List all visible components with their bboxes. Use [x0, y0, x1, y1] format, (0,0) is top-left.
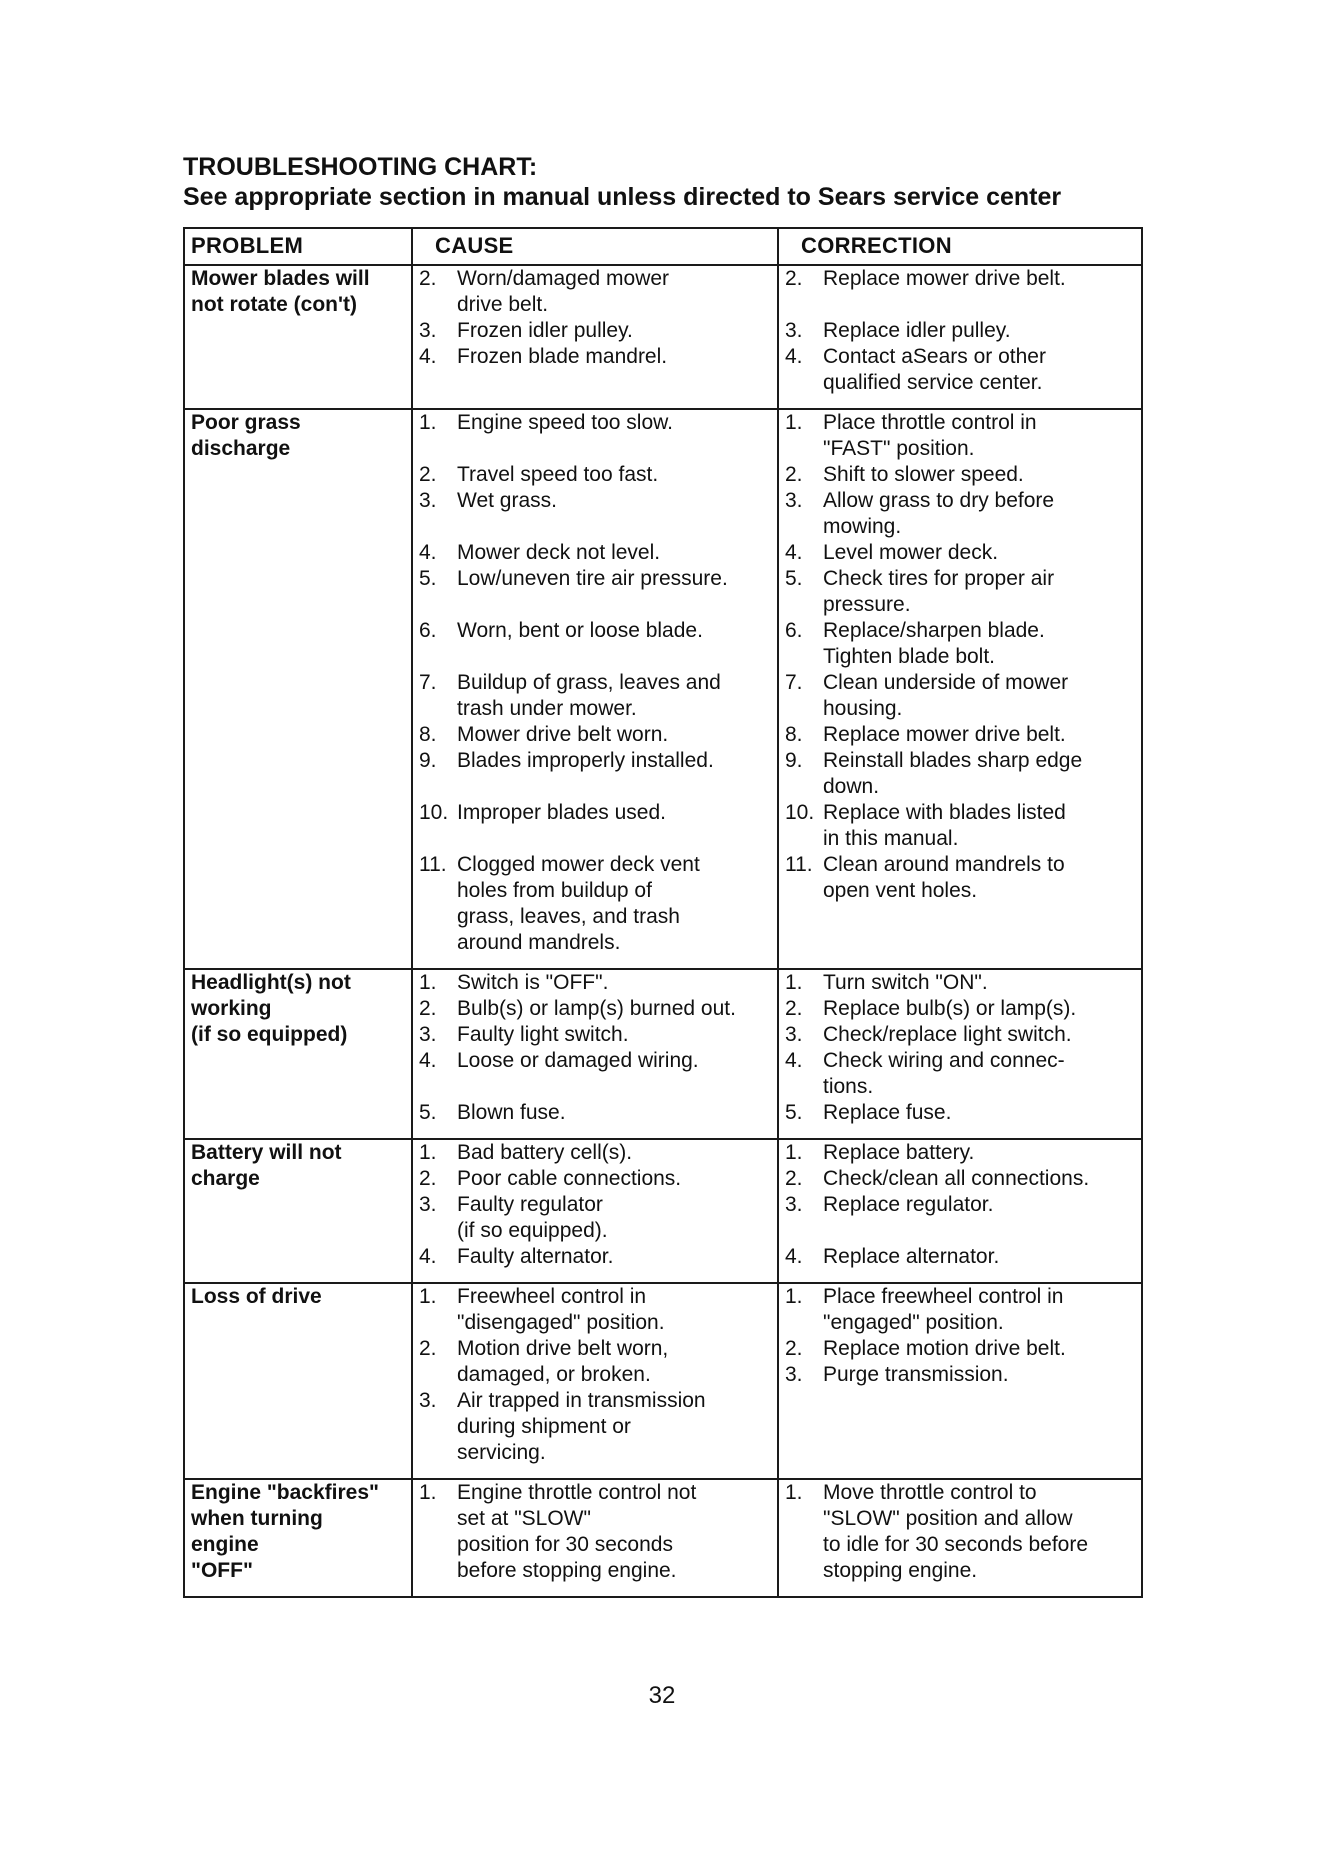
cause-text: Freewheel control in "disengaged" position.: [457, 1285, 665, 1334]
correction-number: 2.: [785, 463, 803, 486]
cause-number: 8.: [419, 723, 437, 746]
correction-item: [785, 852, 1137, 904]
correction-number: 9.: [785, 749, 803, 772]
cause-item: [419, 1480, 773, 1584]
problem-cell: Headlight(s) not working (if so equipped): [184, 969, 412, 1139]
cause-text: Frozen idler pulley.: [457, 319, 633, 342]
correction-text: Replace/sharpen blade. Tighten blade bolt.: [823, 619, 1045, 668]
cause-item: [419, 266, 773, 318]
correction-number: 7.: [785, 671, 803, 694]
cause-cell: [412, 1139, 778, 1283]
correction-item: [785, 800, 1137, 852]
cause-text: Mower drive belt worn.: [457, 723, 669, 746]
cause-text: Worn/damaged mower drive belt.: [457, 267, 670, 316]
cause-text: Loose or damaged wiring.: [457, 1049, 699, 1072]
cause-text: Blades improperly installed.: [457, 749, 714, 772]
cause-number: 2.: [419, 463, 437, 486]
cause-text: Bad battery cell(s).: [457, 1141, 633, 1164]
cause-text: Bulb(s) or lamp(s) burned out.: [457, 997, 736, 1020]
correction-item: [785, 1284, 1137, 1336]
correction-item: [785, 1362, 1137, 1388]
correction-item: [785, 462, 1137, 488]
cause-item: [419, 1022, 773, 1048]
correction-number: 2.: [785, 1167, 803, 1190]
cause-number: 4.: [419, 1049, 437, 1072]
cause-cell: [412, 1283, 778, 1479]
correction-text: Move throttle control to "SLOW" position and allow to idle for 30 seconds before stopping engine.: [823, 1481, 1089, 1582]
correction-number: 5.: [785, 567, 803, 590]
cause-cell: [412, 969, 778, 1139]
correction-text: Replace with blades listed in this manual.: [823, 801, 1066, 850]
cause-item: [419, 996, 773, 1022]
cause-number: 1.: [419, 1481, 437, 1504]
cause-number: 2.: [419, 267, 437, 290]
correction-number: 3.: [785, 319, 803, 342]
correction-text: Shift to slower speed.: [823, 463, 1024, 486]
cause-item: [419, 540, 773, 566]
problem-cell: Engine "backfires" when turning engine "OFF": [184, 1479, 412, 1597]
cause-cell: [412, 1479, 778, 1597]
correction-number: 3.: [785, 1023, 803, 1046]
page-subtitle: See appropriate section in manual unless directed to Sears service center: [183, 183, 1062, 211]
cause-item: [419, 566, 773, 592]
column-header-correction: CORRECTION: [778, 228, 1142, 265]
chart-header: [183, 152, 1143, 212]
correction-item: [785, 970, 1137, 996]
cause-item: [419, 318, 773, 344]
correction-text: Place throttle control in "FAST" position.: [823, 411, 1037, 460]
cause-number: 4.: [419, 541, 437, 564]
table-row: [184, 969, 1142, 1139]
cause-item: [419, 748, 773, 774]
problem-cell: Poor grass discharge: [184, 409, 412, 969]
correction-number: 1.: [785, 1481, 803, 1504]
correction-item: [785, 1192, 1137, 1218]
cause-text: Poor cable connections.: [457, 1167, 682, 1190]
cause-item: [419, 722, 773, 748]
cause-number: 7.: [419, 671, 437, 694]
correction-item: [785, 318, 1137, 344]
correction-item: [785, 1100, 1137, 1126]
troubleshooting-table: [183, 227, 1143, 1598]
cause-number: 1.: [419, 1141, 437, 1164]
correction-item: [785, 344, 1137, 396]
correction-text: Turn switch "ON".: [823, 971, 988, 994]
cause-text: Motion drive belt worn, damaged, or broken.: [457, 1337, 669, 1386]
cause-item: [419, 1140, 773, 1166]
correction-number: 3.: [785, 1193, 803, 1216]
table-row: [184, 265, 1142, 409]
cause-number: 3.: [419, 489, 437, 512]
correction-text: Check/clean all connections.: [823, 1167, 1090, 1190]
correction-cell: [778, 265, 1142, 409]
correction-text: Check wiring and connec- tions.: [823, 1049, 1065, 1098]
table-header-row: [184, 228, 1142, 265]
cause-number: 4.: [419, 1245, 437, 1268]
correction-text: Contact aSears or other qualified service center.: [823, 345, 1046, 394]
table-row: [184, 1139, 1142, 1283]
correction-text: Purge transmission.: [823, 1363, 1009, 1386]
cause-number: 3.: [419, 1023, 437, 1046]
cause-text: Clogged mower deck vent holes from buildup of grass, leaves, and trash around mandrels.: [457, 853, 700, 954]
correction-number: 10.: [785, 801, 815, 824]
cause-text: Engine throttle control not set at "SLOW" position for 30 seconds before stopping engine.: [457, 1481, 697, 1582]
cause-item: [419, 488, 773, 514]
cause-cell: [412, 265, 778, 409]
cause-item: [419, 1100, 773, 1126]
cause-item: [419, 1388, 773, 1466]
cause-number: 5.: [419, 567, 437, 590]
correction-number: 4.: [785, 1245, 803, 1268]
cause-item: [419, 410, 773, 436]
cause-item: [419, 670, 773, 722]
cause-number: 4.: [419, 345, 437, 368]
cause-text: Frozen blade mandrel.: [457, 345, 668, 368]
cause-text: Buildup of grass, leaves and trash under mower.: [457, 671, 721, 720]
cause-number: 6.: [419, 619, 437, 642]
cause-item: [419, 618, 773, 644]
correction-cell: [778, 409, 1142, 969]
cause-text: Switch is "OFF".: [457, 971, 609, 994]
correction-text: Replace motion drive belt.: [823, 1337, 1066, 1360]
correction-item: [785, 1480, 1137, 1584]
cause-number: 3.: [419, 1193, 437, 1216]
correction-item: [785, 670, 1137, 722]
correction-text: Check tires for proper air pressure.: [823, 567, 1055, 616]
cause-item: [419, 1336, 773, 1388]
cause-text: Low/uneven tire air pressure.: [457, 567, 728, 590]
correction-cell: [778, 969, 1142, 1139]
cause-text: Faulty light switch.: [457, 1023, 629, 1046]
correction-text: Replace regulator.: [823, 1193, 994, 1216]
cause-number: 2.: [419, 1337, 437, 1360]
correction-number: 6.: [785, 619, 803, 642]
cause-number: 11.: [419, 853, 447, 876]
correction-number: 2.: [785, 1337, 803, 1360]
column-header-cause: CAUSE: [412, 228, 778, 265]
page-number: 32: [648, 1682, 676, 1709]
cause-text: Faulty regulator (if so equipped).: [457, 1193, 608, 1242]
cause-item: [419, 1048, 773, 1074]
cause-text: Worn, bent or loose blade.: [457, 619, 703, 642]
cause-text: Blown fuse.: [457, 1101, 566, 1124]
correction-text: Replace idler pulley.: [823, 319, 1011, 342]
correction-number: 4.: [785, 345, 803, 368]
correction-number: 2.: [785, 267, 803, 290]
cause-item: [419, 1166, 773, 1192]
correction-text: Replace mower drive belt.: [823, 723, 1066, 746]
column-header-problem: PROBLEM: [184, 228, 412, 265]
table-row: [184, 409, 1142, 969]
cause-number: 3.: [419, 319, 437, 342]
cause-number: 5.: [419, 1101, 437, 1124]
cause-text: Wet grass.: [457, 489, 557, 512]
correction-number: 3.: [785, 489, 803, 512]
correction-item: [785, 1140, 1137, 1166]
correction-number: 3.: [785, 1363, 803, 1386]
cause-item: [419, 800, 773, 826]
cause-item: [419, 1192, 773, 1244]
problem-cell: Mower blades will not rotate (con't): [184, 265, 412, 409]
cause-item: [419, 462, 773, 488]
correction-number: 2.: [785, 997, 803, 1020]
table-row: [184, 1479, 1142, 1597]
correction-number: 8.: [785, 723, 803, 746]
correction-item: [785, 1336, 1137, 1362]
correction-text: Place freewheel control in "engaged" position.: [823, 1285, 1064, 1334]
cause-text: Air trapped in transmission during shipment or servicing.: [457, 1389, 706, 1464]
cause-number: 3.: [419, 1389, 437, 1412]
correction-number: 1.: [785, 1141, 803, 1164]
correction-item: [785, 618, 1137, 670]
correction-number: 1.: [785, 1285, 803, 1308]
correction-number: 11.: [785, 853, 813, 876]
correction-item: [785, 1022, 1137, 1048]
correction-number: 1.: [785, 411, 803, 434]
correction-item: [785, 488, 1137, 540]
cause-item: [419, 1244, 773, 1270]
correction-text: Replace alternator.: [823, 1245, 1000, 1268]
correction-text: Clean underside of mower housing.: [823, 671, 1069, 720]
correction-number: 4.: [785, 541, 803, 564]
cause-text: Improper blades used.: [457, 801, 666, 824]
correction-item: [785, 566, 1137, 618]
cause-number: 2.: [419, 997, 437, 1020]
cause-number: 1.: [419, 411, 437, 434]
table-row: [184, 1283, 1142, 1479]
correction-text: Level mower deck.: [823, 541, 999, 564]
cause-item: [419, 344, 773, 370]
correction-item: [785, 410, 1137, 462]
correction-text: Allow grass to dry before mowing.: [823, 489, 1055, 538]
cause-item: [419, 1284, 773, 1336]
cause-number: 9.: [419, 749, 437, 772]
cause-text: Travel speed too fast.: [457, 463, 659, 486]
correction-cell: [778, 1479, 1142, 1597]
cause-text: Mower deck not level.: [457, 541, 661, 564]
correction-text: Clean around mandrels to open vent holes.: [823, 853, 1065, 902]
correction-text: Replace fuse.: [823, 1101, 952, 1124]
correction-cell: [778, 1283, 1142, 1479]
correction-item: [785, 748, 1137, 800]
correction-number: 1.: [785, 971, 803, 994]
correction-text: Replace mower drive belt.: [823, 267, 1066, 290]
correction-item: [785, 1244, 1137, 1270]
cause-number: 10.: [419, 801, 449, 824]
cause-number: 1.: [419, 1285, 437, 1308]
cause-number: 2.: [419, 1167, 437, 1190]
correction-cell: [778, 1139, 1142, 1283]
page-title: TROUBLESHOOTING CHART:: [183, 153, 538, 181]
correction-text: Check/replace light switch.: [823, 1023, 1072, 1046]
correction-text: Replace bulb(s) or lamp(s).: [823, 997, 1077, 1020]
correction-item: [785, 1048, 1137, 1100]
problem-cell: Loss of drive: [184, 1283, 412, 1479]
correction-item: [785, 996, 1137, 1022]
correction-item: [785, 722, 1137, 748]
cause-cell: [412, 409, 778, 969]
cause-item: [419, 970, 773, 996]
cause-text: Engine speed too slow.: [457, 411, 673, 434]
correction-text: Reinstall blades sharp edge down.: [823, 749, 1083, 798]
correction-item: [785, 1166, 1137, 1192]
correction-number: 5.: [785, 1101, 803, 1124]
cause-number: 1.: [419, 971, 437, 994]
problem-cell: Battery will not charge: [184, 1139, 412, 1283]
correction-text: Replace battery.: [823, 1141, 975, 1164]
correction-item: [785, 266, 1137, 292]
cause-text: Faulty alternator.: [457, 1245, 614, 1268]
correction-item: [785, 540, 1137, 566]
correction-number: 4.: [785, 1049, 803, 1072]
cause-item: [419, 852, 773, 956]
